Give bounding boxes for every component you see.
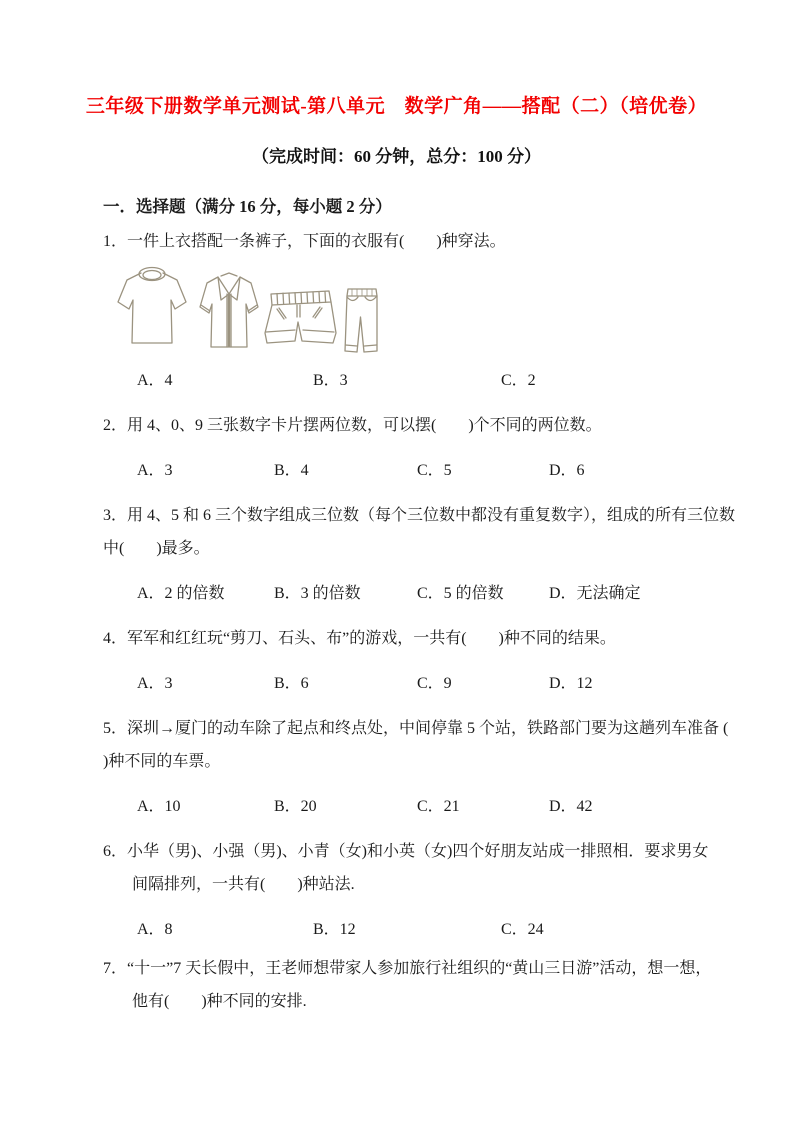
- option-a: A．8: [137, 921, 173, 938]
- page-subtitle: （完成时间：60 分钟，总分：100 分）: [252, 147, 541, 166]
- option-a: A．2 的倍数: [137, 585, 225, 602]
- question-text-line2: 中( )最多。: [103, 540, 210, 557]
- question-text: 5．深圳→厦门的动车除了起点和终点处，中间停靠 5 个站，铁路部门要为这趟列车准备 (: [103, 720, 729, 737]
- question-text: 2．用 4、0、9 三张数字卡片摆两位数，可以摆( )个不同的两位数。: [103, 417, 602, 434]
- option-a: A．4: [137, 372, 173, 389]
- question-3: [103, 505, 736, 605]
- option-b: B．4: [274, 462, 309, 479]
- option-a: A．3: [137, 462, 173, 479]
- question-text-line2: )种不同的车票。: [103, 753, 221, 770]
- option-d: D．无法确定: [549, 585, 641, 602]
- question-text: 4．军军和红红玩“剪刀、石头、布”的游戏，一共有( )种不同的结果。: [103, 630, 616, 647]
- question-2: [103, 415, 721, 482]
- option-c: C．5 的倍数: [417, 585, 504, 602]
- option-a: A．10: [137, 798, 181, 815]
- question-text: 1．一件上衣搭配一条裤子，下面的衣服有( )种穿法。: [103, 233, 506, 250]
- option-d: D．12: [549, 675, 593, 692]
- option-c: C．24: [501, 921, 544, 938]
- question-text-line2: 他有( )种不同的安排.: [132, 993, 307, 1010]
- question-4: [103, 628, 721, 695]
- option-c: C．21: [417, 798, 460, 815]
- shorts-image: [265, 291, 336, 343]
- option-b: B．20: [274, 798, 317, 815]
- option-d: D．6: [549, 462, 585, 479]
- section-header: 一．选择题（满分 16 分，每小题 2 分）: [103, 197, 392, 216]
- option-c: C．9: [417, 675, 452, 692]
- options-row: [103, 796, 721, 818]
- question-text: 3．用 4、5 和 6 三个数字组成三位数（每个三位数中都没有重复数字），组成的所有三位数: [103, 507, 736, 524]
- pants-image: [345, 289, 377, 352]
- option-c: C．2: [501, 372, 536, 389]
- question-6: [103, 841, 721, 941]
- shirt-image: [200, 273, 258, 347]
- page-title: 三年级下册数学单元测试-第八单元 数学广角——搭配（二）（培优卷）: [85, 96, 708, 117]
- question-1: [103, 231, 721, 392]
- clothes-figure: [113, 265, 383, 369]
- options-row: [103, 370, 721, 392]
- options-row: [103, 460, 721, 482]
- options-row: [103, 919, 721, 941]
- question-text-line2: 间隔排列，一共有( )种站法.: [132, 876, 355, 893]
- options-row: [103, 673, 721, 695]
- option-d: D．42: [549, 798, 593, 815]
- option-b: B．6: [274, 675, 309, 692]
- title-band: [0, 95, 793, 168]
- options-row: [103, 583, 721, 605]
- tshirt-image: [118, 268, 186, 344]
- question-7: [103, 958, 721, 1013]
- option-a: A．3: [137, 675, 173, 692]
- question-text: 6．小华（男)、小强（男)、小青（女)和小英（女)四个好朋友站成一排照相．要求男女: [103, 843, 709, 860]
- question-5: [103, 718, 729, 818]
- question-text: 7．“十一”7 天长假中，王老师想带家人参加旅行社组织的“黄山三日游”活动，想一想，: [103, 960, 712, 977]
- option-b: B．3: [313, 372, 348, 389]
- option-c: C．5: [417, 462, 452, 479]
- option-b: B．3 的倍数: [274, 585, 361, 602]
- option-b: B．12: [313, 921, 356, 938]
